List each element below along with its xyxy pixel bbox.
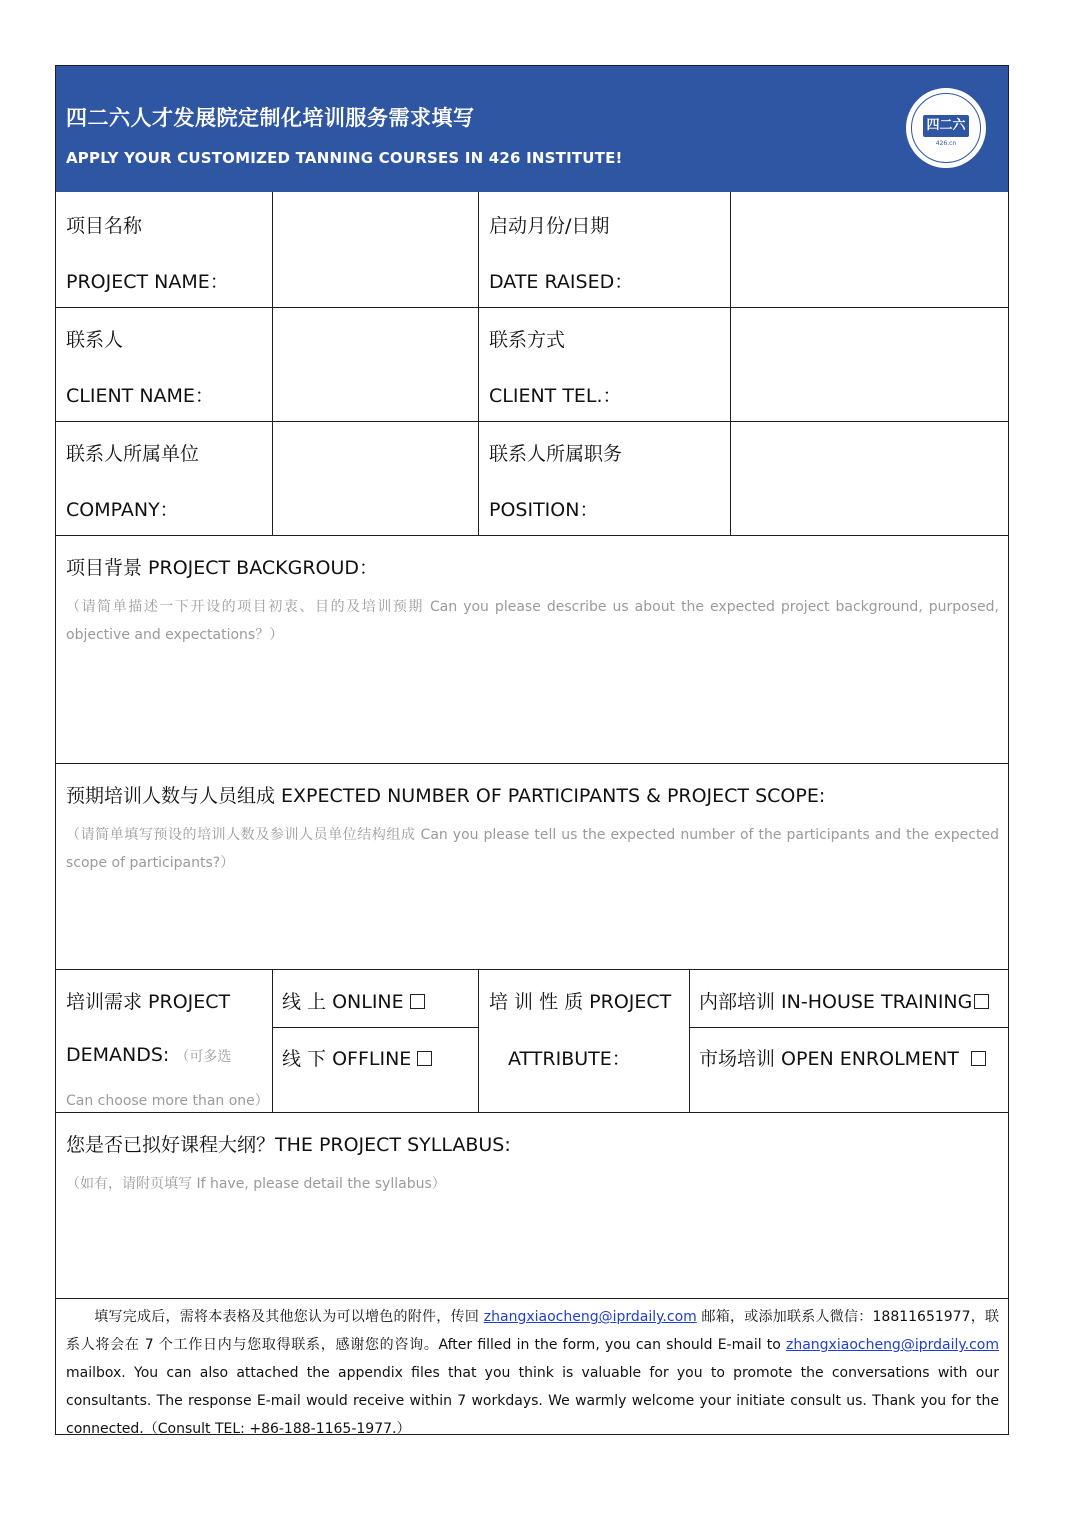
client-tel-label-zh: 联系方式 bbox=[489, 329, 566, 351]
divider bbox=[56, 969, 1008, 970]
background-label: 项目背景 PROJECT BACKGROUD： bbox=[66, 557, 379, 579]
institute-logo bbox=[904, 86, 988, 170]
syllabus-field[interactable] bbox=[56, 1113, 1008, 1298]
divider bbox=[478, 192, 479, 535]
inhouse-option[interactable] bbox=[699, 987, 989, 1014]
footer-note bbox=[66, 1303, 999, 1443]
participants-hint: （请简单填写预设的培训人数及参训人员单位结构组成 Can you please tell us the expected number of the participants and the expected scope of participants?） bbox=[66, 827, 999, 871]
footer-text-2: 邮箱，或添加联系人微信：18811651977，联系人将会在 7 个工作日内与您取得联系，感谢您的咨询。After filled in the form, you can should E-mail to bbox=[66, 1309, 999, 1353]
logo-mark: 四二六 bbox=[923, 115, 969, 137]
attribute-label-en: ATTRIBUTE： bbox=[508, 1048, 631, 1070]
project-name-field[interactable] bbox=[273, 193, 478, 307]
syllabus-label: 您是否已拟好课程大纲？THE PROJECT SYLLABUS: bbox=[66, 1134, 511, 1156]
online-checkbox[interactable] bbox=[410, 994, 425, 1009]
position-label-zh: 联系人所属职务 bbox=[489, 443, 623, 465]
email-link[interactable]: zhangxiaocheng@iprdaily.com bbox=[483, 1309, 697, 1325]
background-hint: （请简单描述一下开设的项目初衷、目的及培训预期 Can you please describe us about the expected project background, purposed, objective and expectations？） bbox=[66, 599, 999, 643]
demands-hint-inline: （可多选 bbox=[175, 1049, 232, 1065]
participants-field[interactable] bbox=[56, 764, 1008, 969]
divider bbox=[272, 1027, 478, 1028]
project-name-label-zh: 项目名称 bbox=[66, 215, 143, 237]
online-label: 线 上 ONLINE bbox=[282, 991, 404, 1013]
footer-text-3: mailbox. You can also attached the appendix files that you think is valuable for you to promote the conversations with our consultants. The response E-mail would receive within 7 workdays. We warmly welcome your initiate consult us. Thank you for the connected.（Consult TEL: +86-188-1165-1977.） bbox=[66, 1365, 999, 1437]
client-name-label-zh: 联系人 bbox=[66, 329, 124, 351]
divider bbox=[689, 1027, 1008, 1028]
divider bbox=[56, 1298, 1008, 1299]
client-name-field[interactable] bbox=[273, 308, 478, 421]
date-raised-label-en: DATE RAISED： bbox=[489, 271, 634, 293]
footer-text-1: 填写完成后，需将本表格及其他您认为可以增色的附件，传回 bbox=[94, 1309, 484, 1325]
email-link[interactable]: zhangxiaocheng@iprdaily.com bbox=[786, 1337, 999, 1353]
company-field[interactable] bbox=[273, 422, 478, 535]
inhouse-label: 内部培训 IN-HOUSE TRAINING bbox=[699, 991, 973, 1013]
demands-hint: Can choose more than one） bbox=[66, 1093, 269, 1109]
client-tel-field[interactable] bbox=[731, 308, 1008, 421]
position-label-en: POSITION： bbox=[489, 499, 599, 521]
offline-checkbox[interactable] bbox=[417, 1051, 432, 1066]
offline-option[interactable] bbox=[282, 1044, 432, 1071]
date-raised-label-zh: 启动月份/日期 bbox=[489, 215, 610, 237]
demands-label-en bbox=[66, 1044, 231, 1066]
company-label-en: COMPANY： bbox=[66, 499, 179, 521]
divider bbox=[272, 969, 273, 1112]
offline-label: 线 下 OFFLINE bbox=[282, 1048, 412, 1070]
form-title-zh: 四二六人才发展院定制化培训服务需求填写 bbox=[66, 106, 475, 130]
company-label-zh: 联系人所属单位 bbox=[66, 443, 200, 465]
demands-label-text: DEMANDS: bbox=[66, 1044, 170, 1066]
background-field[interactable] bbox=[56, 536, 1008, 763]
syllabus-hint: （如有，请附页填写 If have, please detail the syllabus） bbox=[66, 1176, 446, 1192]
client-tel-label-en: CLIENT TEL.： bbox=[489, 385, 622, 407]
form-title-en: APPLY YOUR CUSTOMIZED TANNING COURSES IN 426 INSTITUTE! bbox=[66, 149, 623, 167]
online-option[interactable] bbox=[282, 987, 425, 1014]
attribute-label: 培 训 性 质 PROJECT bbox=[489, 991, 672, 1013]
divider bbox=[689, 969, 690, 1112]
requirement-form bbox=[55, 65, 1009, 1435]
participants-label: 预期培训人数与人员组成 EXPECTED NUMBER OF PARTICIPANTS & PROJECT SCOPE: bbox=[66, 785, 826, 807]
position-field[interactable] bbox=[731, 422, 1008, 535]
divider bbox=[478, 969, 479, 1112]
demands-label: 培训需求 PROJECT bbox=[66, 991, 231, 1013]
open-option[interactable] bbox=[699, 1044, 986, 1071]
form-header bbox=[56, 66, 1008, 192]
date-raised-field[interactable] bbox=[731, 193, 1008, 307]
open-checkbox[interactable] bbox=[971, 1051, 986, 1066]
project-name-label-en: PROJECT NAME： bbox=[66, 271, 229, 293]
open-label: 市场培训 OPEN ENROLMENT bbox=[699, 1048, 959, 1070]
inhouse-checkbox[interactable] bbox=[974, 994, 989, 1009]
client-name-label-en: CLIENT NAME： bbox=[66, 385, 214, 407]
logo-subtext: 426.cn bbox=[935, 140, 957, 147]
